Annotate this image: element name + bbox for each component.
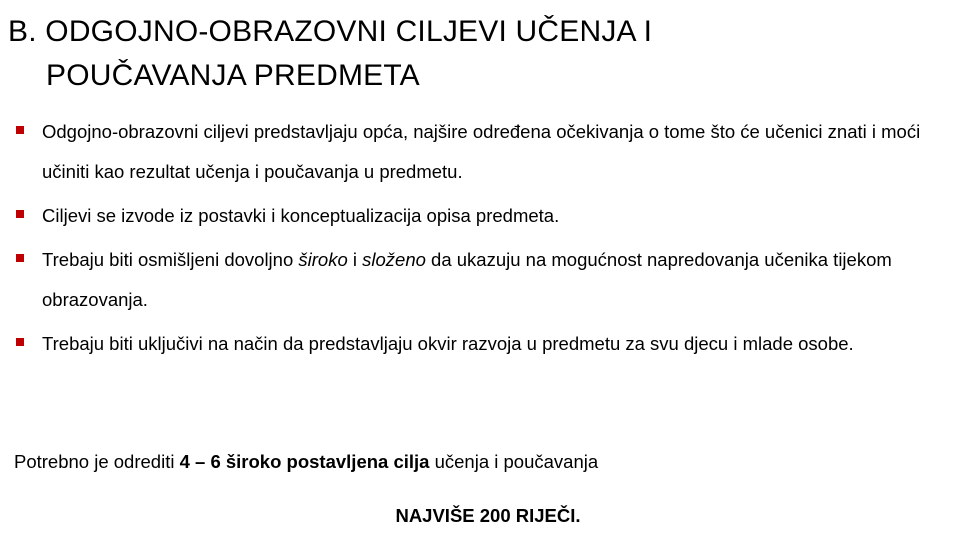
square-bullet-icon bbox=[16, 126, 24, 134]
bullet-item-4 bbox=[16, 324, 946, 364]
bullet-item-3 bbox=[16, 240, 946, 320]
bullet-text-part: Trebaju biti osmišljeni dovoljno bbox=[42, 249, 299, 270]
word-limit-footer: NAJVIŠE 200 RIJEČI. bbox=[395, 505, 581, 526]
note-prefix: Potrebno je odrediti bbox=[14, 451, 180, 472]
bullet-text-italic: široko bbox=[298, 249, 348, 270]
bullet-item-2 bbox=[16, 196, 946, 236]
bullet-list bbox=[16, 112, 946, 368]
square-bullet-icon bbox=[16, 338, 24, 346]
square-bullet-icon bbox=[16, 254, 24, 262]
bullet-text bbox=[42, 240, 946, 320]
bullet-item-1 bbox=[16, 112, 946, 192]
bullet-text-italic: složeno bbox=[362, 249, 426, 270]
slide-title-line-1: B. ODGOJNO-OBRAZOVNI CILJEVI UČENJA I bbox=[8, 15, 653, 48]
bullet-text: Trebaju biti uključivi na način da predstavljaju okvir razvoja u predmetu za svu djecu i mlade osobe. bbox=[42, 333, 854, 354]
slide-title-line-2: POUČAVANJA PREDMETA bbox=[46, 59, 420, 92]
bullet-text: Odgojno-obrazovni ciljevi predstavljaju opća, najšire određena očekivanja o tome što će učenici znati i moći učiniti kao rezultat učenja i poučavanja u predmetu. bbox=[42, 121, 921, 182]
bullet-text: Ciljevi se izvode iz postavki i konceptualizacija opisa predmeta. bbox=[42, 205, 560, 226]
square-bullet-icon bbox=[16, 210, 24, 218]
note-bold: 4 – 6 široko postavljena cilja bbox=[179, 451, 430, 472]
bullet-text-part: da ukazuju na mogućnost napredovanja učenika tijekom obrazovanja. bbox=[42, 249, 892, 310]
slide-title bbox=[8, 10, 948, 98]
bullet-text-part: i bbox=[347, 249, 363, 270]
goal-count-note bbox=[14, 446, 944, 478]
note-suffix: učenja i poučavanja bbox=[429, 451, 599, 472]
